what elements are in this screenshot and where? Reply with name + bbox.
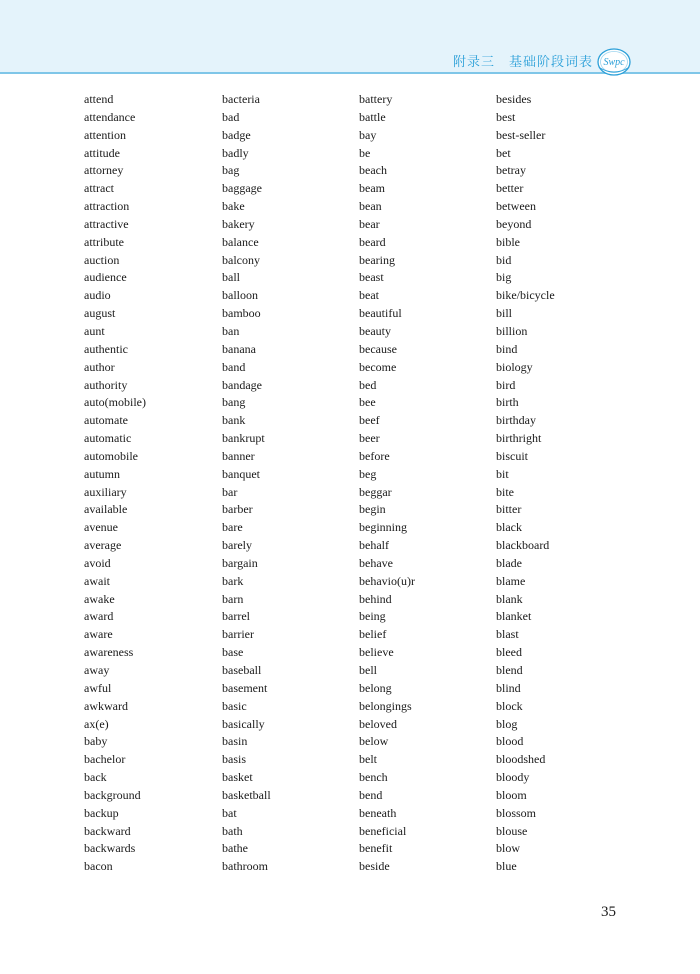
vocabulary-word: begin [359,502,386,517]
vocabulary-word: awkward [84,698,128,713]
vocabulary-word: autumn [84,466,120,481]
vocabulary-word: better [496,181,524,196]
vocabulary-word: balcony [222,252,260,267]
vocabulary-word: bind [496,341,518,356]
vocabulary-word: badge [222,127,251,142]
vocabulary-word: blog [496,716,518,731]
vocabulary-word: banner [222,448,255,463]
vocabulary-word: bid [496,252,512,267]
vocabulary-word: bang [222,395,246,410]
vocabulary-word: blossom [496,805,537,820]
vocabulary-word: bad [222,109,240,124]
vocabulary-word: ban [222,323,240,338]
vocabulary-word: attention [84,127,126,142]
vocabulary-word: avenue [84,520,118,535]
vocabulary-word: baby [84,734,108,749]
vocabulary-word: bitter [496,502,522,517]
vocabulary-word: authority [84,377,128,392]
vocabulary-word: bacteria [222,92,260,106]
vocabulary-word: before [359,448,390,463]
vocabulary-word: away [84,663,110,677]
vocabulary-word: attraction [84,199,130,214]
vocabulary-word: bare [222,520,243,535]
vocabulary-word: barber [222,502,253,517]
vocabulary-word: bed [359,377,377,392]
vocabulary-word: blank [496,591,523,606]
vocabulary-word: blanket [496,609,532,624]
vocabulary-word: beggar [359,484,392,499]
vocabulary-word: bloom [496,787,527,802]
vocabulary-word: barn [222,591,244,606]
vocabulary-word: audience [84,270,127,285]
vocabulary-word: besides [496,92,532,106]
vocabulary-word: automate [84,413,128,428]
vocabulary-word: author [84,359,115,374]
vocabulary-word: billion [496,323,528,338]
vocabulary-word: band [222,359,246,374]
vocabulary-word: because [359,341,397,356]
vocabulary-word: beard [359,234,386,249]
vocabulary-word: beach [359,163,387,178]
vocabulary-word: beneath [359,805,397,820]
vocabulary-word: blood [496,734,524,749]
vocabulary-word: bearing [359,252,395,267]
vocabulary-word: bell [359,663,377,677]
vocabulary-word: basic [222,698,247,713]
vocabulary-word: behind [359,591,392,606]
vocabulary-word: average [84,538,122,553]
vocabulary-word: bacon [84,859,113,874]
vocabulary-word: bay [359,127,377,142]
vocabulary-word: bath [222,823,243,838]
publisher-logo-icon [596,46,632,78]
vocabulary-word: aware [84,627,113,642]
section-title: 附录三 基础阶段词表 [452,55,593,70]
vocabulary-word: beauty [359,323,391,338]
vocabulary-word: blast [496,627,519,642]
vocabulary-word: bankrupt [222,431,265,446]
word-column-3 [359,91,489,876]
vocabulary-word: authentic [84,341,128,356]
vocabulary-word: best-seller [496,127,546,142]
vocabulary-word: beef [359,413,380,428]
word-column-4 [496,91,626,876]
vocabulary-word: bachelor [84,752,126,767]
vocabulary-word: await [84,573,110,588]
vocabulary-word: available [84,502,128,517]
vocabulary-word: blue [496,859,517,874]
vocabulary-word: blind [496,680,521,695]
vocabulary-word: bend [359,787,383,802]
vocabulary-word: blackboard [496,538,550,553]
vocabulary-word: aunt [84,323,105,338]
vocabulary-word: bargain [222,555,258,570]
vocabulary-word: awful [84,680,112,695]
vocabulary-word: block [496,698,523,713]
vocabulary-word: between [496,199,536,214]
vocabulary-word: auto(mobile) [84,395,146,410]
vocabulary-word: beer [359,431,380,446]
vocabulary-word: attorney [84,163,124,178]
vocabulary-word: bible [496,234,520,249]
vocabulary-word: benefit [359,841,393,856]
vocabulary-word: banquet [222,466,260,481]
vocabulary-word: backward [84,823,131,838]
vocabulary-word: balance [222,234,259,249]
vocabulary-word: big [496,270,512,285]
vocabulary-word: bank [222,413,246,428]
vocabulary-word: bill [496,306,513,321]
vocabulary-word: beat [359,288,379,303]
vocabulary-word: attendance [84,109,136,124]
vocabulary-word: birth [496,395,519,410]
vocabulary-word: belief [359,627,387,642]
vocabulary-word: attend [84,92,114,106]
vocabulary-word-list [84,91,644,891]
vocabulary-word: bark [222,573,244,588]
vocabulary-word: basement [222,680,268,695]
vocabulary-word: bathe [222,841,248,856]
vocabulary-word: awareness [84,645,134,660]
vocabulary-word: automatic [84,431,132,446]
word-column-2 [222,91,352,876]
vocabulary-word: bloody [496,770,530,785]
vocabulary-word: barrier [222,627,254,642]
vocabulary-word: bit [496,466,509,481]
vocabulary-word: best [496,109,516,124]
vocabulary-word: attitude [84,145,120,160]
vocabulary-word: basin [222,734,248,749]
vocabulary-word: biology [496,359,533,374]
vocabulary-word: black [496,520,522,535]
vocabulary-word: bear [359,216,380,231]
vocabulary-word: basketball [222,787,271,802]
vocabulary-word: birthright [496,431,542,446]
vocabulary-word: behalf [359,538,389,553]
vocabulary-word: audio [84,288,111,303]
vocabulary-word: bakery [222,216,255,231]
vocabulary-word: badly [222,145,249,160]
vocabulary-word: baseball [222,663,262,677]
vocabulary-word: ax(e) [84,716,109,731]
vocabulary-word: beneficial [359,823,407,838]
vocabulary-word: avoid [84,555,111,570]
vocabulary-word: biscuit [496,448,528,463]
vocabulary-word: bloodshed [496,752,546,767]
vocabulary-word: bat [222,805,237,820]
vocabulary-word: auxiliary [84,484,127,499]
vocabulary-word: belongings [359,698,412,713]
vocabulary-word: belong [359,680,392,695]
vocabulary-word: banana [222,341,256,356]
vocabulary-word: backwards [84,841,136,856]
vocabulary-word: ball [222,270,240,285]
vocabulary-word: belt [359,752,377,767]
vocabulary-word: bleed [496,645,522,660]
vocabulary-word: auction [84,252,120,267]
vocabulary-word: blame [496,573,526,588]
vocabulary-word: attract [84,181,114,196]
vocabulary-word: award [84,609,114,624]
vocabulary-word: blouse [496,823,528,838]
vocabulary-word: balloon [222,288,258,303]
vocabulary-word: beside [359,859,390,874]
vocabulary-word: basis [222,752,246,767]
vocabulary-word: bet [496,145,511,160]
vocabulary-word: attribute [84,234,124,249]
page-number: 35 [601,904,616,920]
vocabulary-word: bag [222,163,240,178]
vocabulary-word: blend [496,663,523,677]
word-column-1 [84,91,214,876]
vocabulary-word: being [359,609,386,624]
vocabulary-word: barrel [222,609,250,624]
vocabulary-word: battle [359,109,386,124]
vocabulary-word: beg [359,466,377,481]
vocabulary-word: bathroom [222,859,268,874]
vocabulary-word: bandage [222,377,262,392]
vocabulary-word: backup [84,805,119,820]
vocabulary-word: blade [496,555,522,570]
vocabulary-word: be [359,145,371,160]
vocabulary-word: bird [496,377,516,392]
vocabulary-word: bean [359,199,382,214]
vocabulary-word: beam [359,181,385,196]
vocabulary-word: background [84,787,141,802]
header-band [0,0,700,74]
vocabulary-word: bamboo [222,306,261,321]
vocabulary-word: believe [359,645,394,660]
vocabulary-word: bake [222,199,245,214]
vocabulary-word: behave [359,555,393,570]
vocabulary-word: back [84,770,107,785]
vocabulary-word: bite [496,484,514,499]
vocabulary-word: below [359,734,389,749]
vocabulary-word: attractive [84,216,129,231]
vocabulary-word: automobile [84,448,138,463]
vocabulary-word: beast [359,270,384,285]
vocabulary-word: beloved [359,716,397,731]
vocabulary-word: battery [359,92,393,106]
vocabulary-word: barely [222,538,252,553]
vocabulary-word: bike/bicycle [496,288,555,303]
vocabulary-word: awake [84,591,115,606]
logo-text: Swpc [603,57,625,68]
vocabulary-word: birthday [496,413,536,428]
vocabulary-word: bench [359,770,388,785]
vocabulary-word: betray [496,163,526,178]
vocabulary-word: blow [496,841,520,856]
vocabulary-word: beyond [496,216,532,231]
vocabulary-word: basket [222,770,253,785]
vocabulary-word: basically [222,716,265,731]
vocabulary-word: bee [359,395,376,410]
vocabulary-word: bar [222,484,238,499]
vocabulary-word: behavio(u)r [359,573,415,588]
vocabulary-word: baggage [222,181,262,196]
vocabulary-word: beginning [359,520,407,535]
vocabulary-word: august [84,306,116,321]
vocabulary-word: become [359,359,397,374]
vocabulary-word: base [222,645,244,660]
vocabulary-word: beautiful [359,306,402,321]
